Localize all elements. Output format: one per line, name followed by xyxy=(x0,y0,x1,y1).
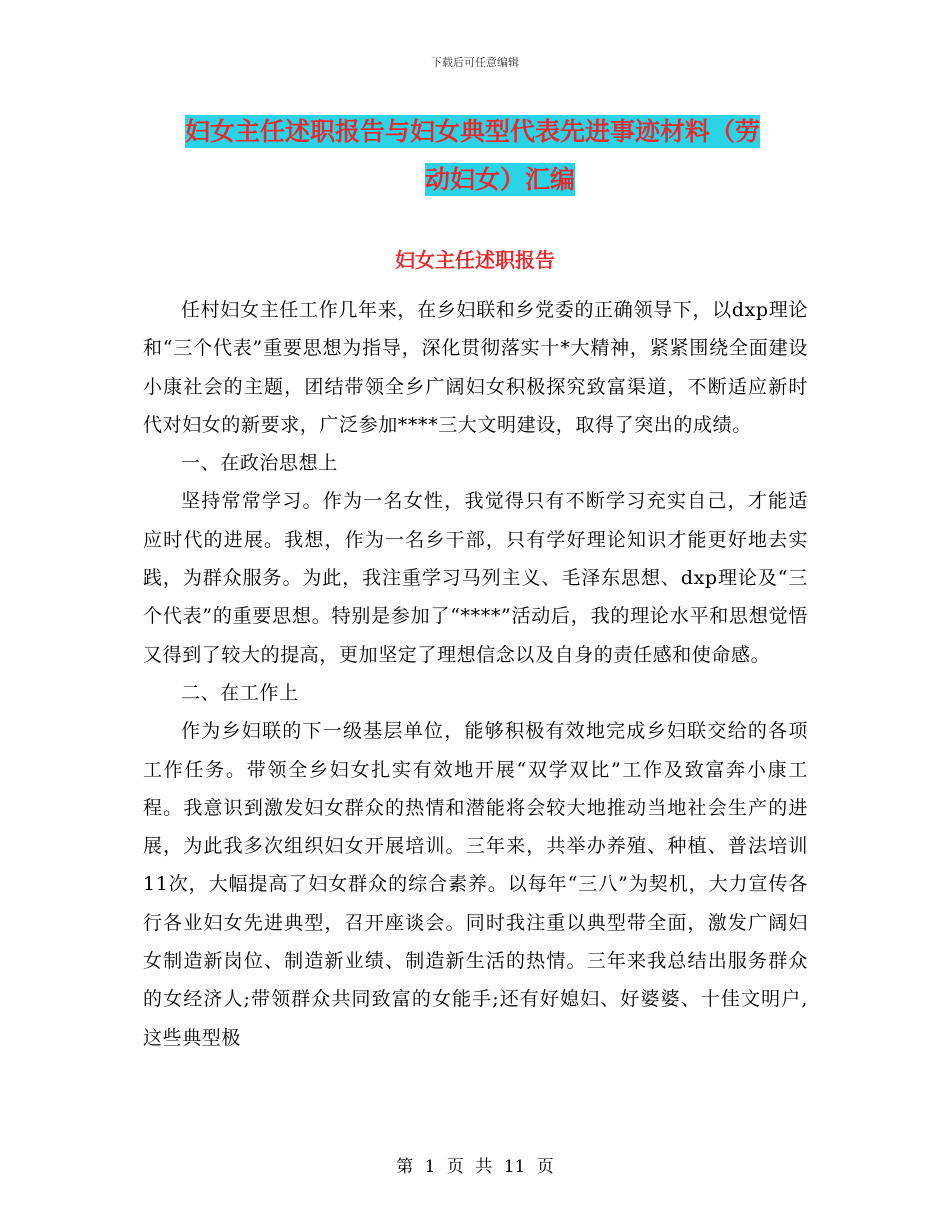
body-paragraph: 作为乡妇联的下一级基层单位，能够积极有效地完成乡妇联交给的各项工作任务。带领全乡妇女扎实有效地开展“双学双比”工作及致富奔小康工程。我意识到激发妇女群众的热情和潜能将会较大地推动当地社会生产的进展，为此我多次组织妇女开展培训。三年来，共举办养殖、种植、普法培训11次，大幅提高了妇女群众的综合素养。以每年“三八”为契机，大力宣传各行各业妇女先进典型，召开座谈会。同时我注重以典型带全面，激发广阔妇女制造新岗位、制造新业绩、制造新生活的热情。三年来我总结出服务群众的女经济人;带领群众共同致富的女能手;还有好媳妇、好婆婆、十佳文明户,这些典型极 xyxy=(143,720,808,1049)
document-title-line2: 动妇女）汇编 xyxy=(424,165,575,194)
body-paragraph: 任村妇女主任工作几年来，在乡妇联和乡党委的正确领导下，以dxp理论和“三个代表”重要思想为指导，深化贯彻落实十*大精神，紧紧围绕全面建设小康社会的主题，团结带领全乡广阔妇女积极探究致富渠道，不断适应新时代对妇女的新要求，广泛参加****三大文明建设，取得了突出的成绩。 xyxy=(143,299,808,436)
document-body xyxy=(143,291,808,1057)
body-heading-politics: 一、在政治思想上 xyxy=(181,452,338,475)
body-heading-work: 二、在工作上 xyxy=(181,681,299,704)
document-title-line1: 妇女主任述职报告与妇女典型代表先进事迹材料（劳 xyxy=(185,117,761,146)
page-number-footer: 第 1 页 共 11 页 xyxy=(396,1157,554,1177)
section-title: 妇女主任述职报告 xyxy=(395,248,555,272)
page-header-note: 下载后可任意编辑 xyxy=(431,56,519,69)
document-title xyxy=(185,108,815,204)
body-paragraph: 坚持常常学习。作为一名女性，我觉得只有不断学习充实自己，才能适应时代的进展。我想，作为一名乡干部，只有学好理论知识才能更好地去实践，为群众服务。为此，我注重学习马列主义、毛泽东思想、dxp理论及“三个代表”的重要思想。特别是参加了“****”活动后，我的理论水平和思想觉悟又得到了较大的提高，更加坚定了理想信念以及自身的责任感和使命感。 xyxy=(143,490,808,666)
